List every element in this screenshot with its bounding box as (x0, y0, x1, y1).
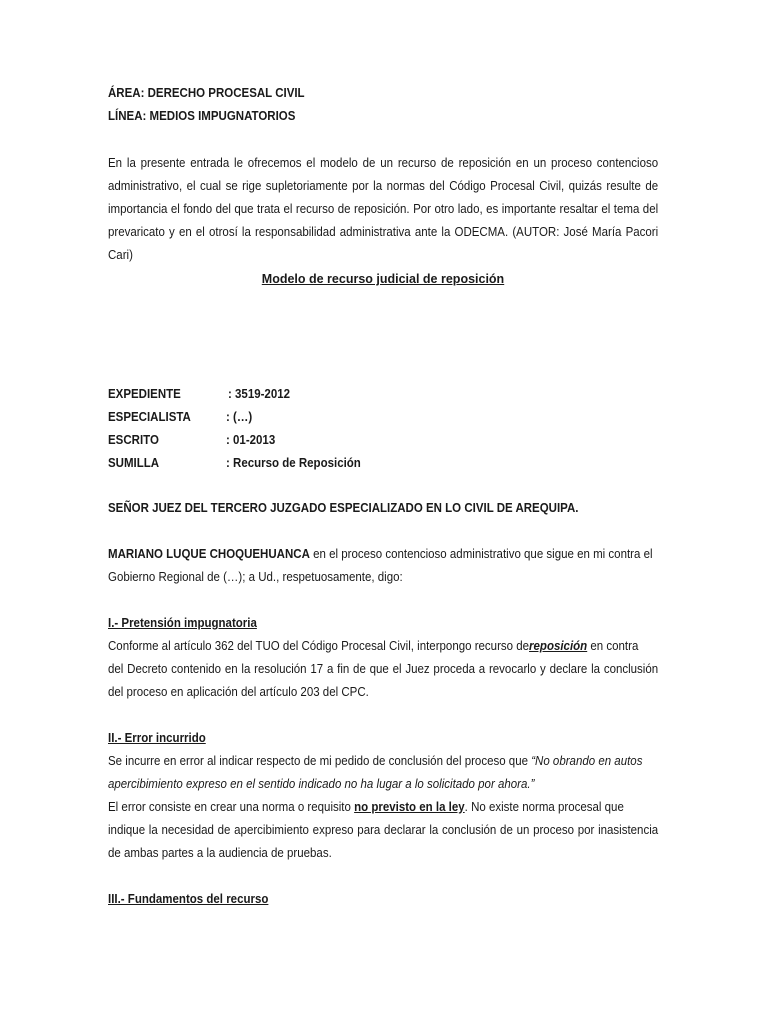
petitioner-line-1 (108, 546, 653, 562)
section3-title: III.- Fundamentos del recurso (108, 892, 269, 906)
section1-line-1-c: en contra (587, 639, 639, 653)
especialista-label: ESPECIALISTA (108, 410, 191, 424)
section1-line-3: del proceso en aplicación del artículo 203 del CPC. (108, 685, 369, 699)
linea-heading: LÍNEA: MEDIOS IMPUGNATORIOS (108, 109, 296, 123)
intro-line-2: administrativo, el cual se rige supletoriamente por la normas del Código Procesal Civil, quizás resulte de (108, 179, 659, 193)
escrito-value: : 01-2013 (226, 433, 276, 447)
section1-title: I.- Pretensión impugnatoria (108, 616, 257, 630)
section1-reposicion-emphasis: reposición (529, 639, 588, 653)
section2-line-4: indique la necesidad de apercibimiento expreso para declarar la conclusión de un proceso por inasistencia (108, 823, 659, 837)
expediente-label: EXPEDIENTE (108, 387, 181, 401)
intro-line-5: Cari) (108, 248, 133, 262)
model-title: Modelo de recurso judicial de reposición (261, 272, 505, 286)
petitioner-line-2: Gobierno Regional de (…); a Ud., respetuosamente, digo: (108, 570, 403, 584)
petitioner-name: MARIANO LUQUE CHOQUEHUANCA (108, 547, 310, 561)
intro-line-3: importancia el fondo del que trata el recurso de reposición. Por otro lado, es importante resaltar el tema del (108, 202, 659, 216)
especialista-value: : (…) (226, 410, 253, 424)
sumilla-value: : Recurso de Reposición (226, 456, 361, 470)
section2-line-5: de ambas partes a la audiencia de pruebas. (108, 846, 332, 860)
section2-line-1-a: Se incurre en error al indicar respecto de mi pedido de conclusión del proceso que (108, 754, 532, 768)
section2-line-1 (108, 753, 642, 769)
expediente-value: : 3519-2012 (228, 387, 291, 401)
section2-line-3-c: . No existe norma procesal que (464, 800, 624, 814)
section1-line-1-a: Conforme al artículo 362 del TUO del Código Procesal Civil, interpongo recurso de (108, 639, 530, 653)
intro-line-4: prevaricato y en el otrosí la responsabilidad administrativa ante la ODECMA. (AUTOR: José María Pacori (108, 225, 659, 239)
section2-line-3 (108, 799, 624, 815)
petitioner-line-1-rest: en el proceso contencioso administrativo que sigue en mi contra el (309, 547, 653, 561)
section1-line-2: del Decreto contenido en la resolución 17 a fin de que el Juez proceda a revocarlo y declare la conclusión (108, 662, 659, 676)
section1-line-1 (108, 638, 638, 654)
intro-line-1: En la presente entrada le ofrecemos el modelo de un recurso de reposición en un proceso contencioso (108, 156, 659, 170)
section2-quote-start: “No obrando en autos (531, 754, 643, 768)
section2-title: II.- Error incurrido (108, 731, 206, 745)
escrito-label: ESCRITO (108, 433, 159, 447)
section2-line-2: apercibimiento expreso en el sentido indicado no ha lugar a lo solicitado por ahora.” (108, 777, 535, 791)
sumilla-label: SUMILLA (108, 456, 160, 470)
area-heading: ÁREA: DERECHO PROCESAL CIVIL (108, 86, 305, 100)
section2-line-3-a: El error consiste en crear una norma o requisito (108, 800, 355, 814)
section2-emphasis: no previsto en la ley (354, 800, 465, 814)
addressee: SEÑOR JUEZ DEL TERCERO JUZGADO ESPECIALIZADO EN LO CIVIL DE AREQUIPA. (108, 501, 579, 515)
